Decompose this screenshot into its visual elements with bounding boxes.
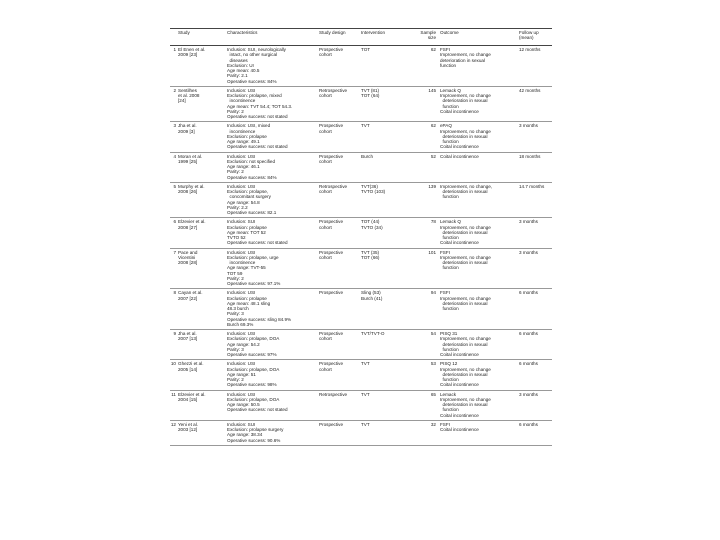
characteristics-cell <box>227 361 319 387</box>
characteristics-cell-line: diseases <box>227 57 248 63</box>
header-outcome: Outcome <box>440 30 459 35</box>
table-body <box>170 46 552 446</box>
intervention-cell <box>361 392 406 397</box>
study-cell-line: Sentilhes <box>178 87 197 93</box>
characteristics-cell <box>227 331 319 357</box>
design-cell-line: Prospective <box>319 153 344 159</box>
characteristics-cell-line: Age mean: TVT 54.4; TOT 54.3. <box>227 103 293 109</box>
outcome-cell-line: Coital incontinence <box>440 382 479 388</box>
intervention-cell-line: TVTO (34) <box>361 224 383 230</box>
study-cell <box>178 219 225 230</box>
design-cell-line: cohort <box>319 254 332 260</box>
intervention-cell <box>361 88 406 99</box>
study-cell-line: Yeni et al. <box>178 421 199 427</box>
outcome-cell-line: PISQ 31 <box>440 331 458 336</box>
characteristics-cell <box>227 422 319 443</box>
characteristics-cell-line: Inclusion: USI <box>227 153 256 159</box>
follow-up-cell: 6 months <box>519 331 538 336</box>
intervention-cell-line: TVTO (103) <box>361 189 386 194</box>
intervention-cell-line: Burch <box>361 153 374 159</box>
row-number: 6 <box>173 219 176 225</box>
outcome-cell-line: deterioration in sexual <box>440 189 488 194</box>
design-cell-line: cohort <box>319 336 332 342</box>
follow-up-cell: 6 months <box>519 361 538 367</box>
outcome-cell-line: function <box>440 235 459 240</box>
characteristics-cell-line: Age range: TVT-55 <box>227 265 266 271</box>
characteristics-cell-line: incontinence <box>227 98 256 104</box>
characteristics-cell-line: Age range: 49.1 <box>227 139 260 144</box>
design-cell <box>319 331 359 342</box>
sample-size-cell: 78 <box>430 219 436 225</box>
outcome-cell <box>440 123 518 149</box>
sample-size-cell: 65 <box>430 391 436 397</box>
outcome-cell-line: Improvement, no change <box>440 254 491 260</box>
study-cell-line: 2008 [28] <box>178 260 198 265</box>
intervention-cell <box>361 123 406 128</box>
study-table <box>170 28 552 446</box>
characteristics-cell-line: Operative success: not stated <box>227 240 288 246</box>
characteristics-cell-line: Age range: 38.34 <box>227 432 263 438</box>
follow-up-cell: 3 months <box>519 249 538 255</box>
outcome-cell <box>440 154 518 159</box>
characteristics-cell-line: Parity: 2 <box>227 377 244 382</box>
table-row <box>170 153 552 183</box>
table-header <box>170 28 552 46</box>
header-study: Study <box>178 30 190 35</box>
intervention-cell <box>361 250 406 261</box>
sample-size-cell: 101 <box>428 249 436 255</box>
design-cell <box>319 88 359 99</box>
follow-up-cell: 6 months <box>519 290 538 296</box>
sample-size-cell: 32 <box>430 421 436 427</box>
outcome-cell-line: Lemack <box>440 391 457 397</box>
outcome-cell-line: Improvement, no change <box>440 396 491 402</box>
study-cell-line: Murphy et al. <box>178 183 205 189</box>
characteristics-cell-line: TOT 59 <box>227 270 243 276</box>
table-row <box>170 218 552 248</box>
characteristics-cell-line: Age mean: TOT 52 <box>227 229 266 235</box>
characteristics-cell-line: Exclusion: prolapse surgery <box>227 427 284 432</box>
outcome-cell-line: Improvement, no change <box>440 295 491 301</box>
design-cell-line: Prospective <box>319 47 344 52</box>
outcome-cell <box>440 88 518 114</box>
intervention-cell <box>361 154 406 159</box>
study-cell <box>178 331 225 342</box>
characteristics-cell-line: 48.3 burch <box>227 306 249 311</box>
outcome-cell-line: FSFI <box>440 290 450 296</box>
study-cell-line: Elzevier et al. <box>178 391 206 397</box>
design-cell-line: Prospective <box>319 219 344 225</box>
sample-size-cell: 52 <box>430 153 436 159</box>
characteristics-cell-line: Inclusion: USI <box>227 249 256 255</box>
follow-up-cell: 14.7 months <box>519 183 545 189</box>
characteristics-cell-line: Exclusion: prolapse, DOA <box>227 396 280 402</box>
intervention-cell-line: TVT <box>361 391 370 397</box>
design-cell-line: cohort <box>319 52 332 58</box>
table-row <box>170 249 552 290</box>
study-cell <box>178 250 225 266</box>
sample-size-cell: 94 <box>430 290 436 296</box>
design-cell <box>319 422 359 427</box>
sample-size-cell: 53 <box>430 361 436 367</box>
study-cell-line: Elzevier et al. <box>178 219 206 225</box>
characteristics-cell-line: Inclusion: SUI <box>227 219 256 225</box>
outcome-cell-line: deterioration in sexual <box>440 98 488 104</box>
header-follow-up: Follow up (mean) <box>519 30 539 41</box>
row-number: 9 <box>173 331 176 336</box>
outcome-cell <box>440 361 518 387</box>
characteristics-cell-line: Exclusion: prolapse, mixed <box>227 93 282 98</box>
outcome-cell-line: function <box>440 139 459 144</box>
follow-up-cell: 42 months <box>519 87 541 93</box>
characteristics-cell-line: Inclusion: USI <box>227 391 256 397</box>
intervention-cell-line: TVT <box>361 123 370 129</box>
row-number: 8 <box>173 290 176 296</box>
header-design: Study design <box>319 30 346 35</box>
intervention-cell-line: TOT (44) <box>361 219 380 225</box>
characteristics-cell <box>227 290 319 327</box>
follow-up-cell: 3 months <box>519 219 538 225</box>
characteristics-cell-line: Parity: 2 <box>227 169 244 175</box>
characteristics-cell-line: Inclusion: USI <box>227 361 256 367</box>
outcome-cell-line: Coital incontinence <box>440 240 479 246</box>
study-cell <box>178 154 225 165</box>
study-cell-line: 2007 [22] <box>178 295 198 301</box>
characteristics-cell-line: Operative success: 97% <box>227 352 277 357</box>
design-cell-line: Prospective <box>319 331 344 336</box>
outcome-cell-line: ePAQ <box>440 123 452 129</box>
design-cell <box>319 154 359 165</box>
characteristics-cell-line: Exclusion: UI <box>227 62 254 68</box>
study-cell-line: Ghezzi et al. <box>178 361 204 367</box>
characteristics-cell-line: Operative success: not stated <box>227 407 288 413</box>
outcome-cell <box>440 422 518 433</box>
outcome-cell-line: Lemack Q <box>440 219 461 225</box>
row-number: 4 <box>173 153 176 159</box>
characteristics-cell-line: incontinence <box>227 128 256 134</box>
intervention-cell-line: TVT (35) <box>361 249 380 255</box>
follow-up-cell: 3 months <box>519 123 538 129</box>
row-number: 5 <box>173 183 176 189</box>
design-cell-line: Retrospective <box>319 87 348 93</box>
characteristics-cell-line: incontinence <box>227 260 256 265</box>
outcome-cell-line: deterioration in sexual <box>440 260 488 265</box>
design-cell <box>319 219 359 230</box>
outcome-cell-line: Coital incontinence <box>440 427 479 432</box>
sample-size-cell: 62 <box>430 123 436 129</box>
study-cell <box>178 422 225 433</box>
outcome-cell-line: deterioration in sexual <box>440 300 488 306</box>
characteristics-cell <box>227 154 319 180</box>
table-row <box>170 330 552 360</box>
design-cell <box>319 123 359 134</box>
table-row <box>170 289 552 330</box>
characteristics-cell-line: concomitant surgery <box>227 194 271 200</box>
outcome-cell-line: deterioration in sexual <box>440 402 488 407</box>
characteristics-cell-line: Operative success: sling 84.9% <box>227 316 292 322</box>
design-cell-line: Prospective <box>319 361 344 367</box>
intervention-cell-line: TOT (64) <box>361 93 380 98</box>
characteristics-cell-line: Parity: 2.2 <box>227 204 248 210</box>
characteristics-cell-line: Inclusion: USI, mixed <box>227 123 271 129</box>
study-cell-line: Cayan et al. <box>178 290 203 296</box>
outcome-cell-line: FSFI <box>440 421 450 427</box>
study-cell <box>178 123 225 134</box>
table-row <box>170 360 552 390</box>
table-row <box>170 421 552 446</box>
sample-size-cell: 54 <box>430 331 436 336</box>
intervention-cell-line: TVT (81) <box>361 87 380 93</box>
header-sample-size: Sample size <box>420 30 436 41</box>
study-cell-line: Vicentini <box>178 254 196 260</box>
characteristics-cell <box>227 184 319 216</box>
outcome-cell-line: Coital incontinence <box>440 108 479 114</box>
study-cell-line: 2009 [3] <box>178 128 195 134</box>
outcome-cell <box>440 392 518 418</box>
outcome-cell-line: Improvement, no change <box>440 224 491 230</box>
design-cell-line: cohort <box>319 128 332 134</box>
intervention-cell <box>361 219 406 230</box>
outcome-cell <box>440 47 518 68</box>
intervention-cell-line: TVT(36) <box>361 183 378 189</box>
outcome-cell-line: Coital incontinence <box>440 352 479 357</box>
design-cell <box>319 392 359 397</box>
design-cell-line: cohort <box>319 158 332 164</box>
row-number: 7 <box>173 249 176 255</box>
outcome-cell-line: Improvement, no change <box>440 336 491 342</box>
design-cell <box>319 47 359 58</box>
characteristics-cell-line: Parity: 2 <box>227 275 244 281</box>
follow-up-cell: 6 months <box>519 421 538 427</box>
study-cell <box>178 184 225 195</box>
outcome-cell <box>440 184 518 200</box>
characteristics-cell-line: Operative success: 98% <box>227 382 277 388</box>
sample-size-cell: 139 <box>428 183 436 189</box>
outcome-cell-line: Improvement, no change <box>440 366 491 372</box>
characteristics-cell-line: Burch 69.3% <box>227 321 254 327</box>
characteristics-cell-line: TVTO 52 <box>227 235 246 240</box>
characteristics-cell-line: Age mean: 48.1 sling <box>227 300 271 306</box>
header-characteristics: Characteristics <box>227 30 258 35</box>
row-number: 11 <box>171 391 176 397</box>
characteristics-cell-line: Parity: 2.1 <box>227 73 248 79</box>
outcome-cell-line: deterioration in sexual <box>440 229 488 235</box>
outcome-cell-line: Improvement, no change <box>440 93 491 98</box>
characteristics-cell-line: Operative success: 84% <box>227 78 277 84</box>
characteristics-cell-line: intact, no other surgical <box>227 52 278 58</box>
characteristics-cell-line: Inclusion: SUI <box>227 421 256 427</box>
characteristics-cell <box>227 250 319 287</box>
characteristics-cell-line: Parity: 3 <box>227 311 244 317</box>
outcome-cell-line: function <box>440 306 459 311</box>
characteristics-cell-line: Operative success: 82.1 <box>227 210 277 215</box>
outcome-cell-line: Improvement, no change, <box>440 183 493 189</box>
intervention-cell-line: Burch (41) <box>361 295 383 301</box>
design-cell-line: Prospective <box>319 123 344 129</box>
design-cell-line: cohort <box>319 224 332 230</box>
table-row <box>170 183 552 219</box>
intervention-cell-line: Sling (53) <box>361 290 381 296</box>
table-row <box>170 46 552 87</box>
intervention-cell <box>361 184 406 195</box>
study-cell-line: 2008 [27] <box>178 224 198 230</box>
sample-size-cell: 62 <box>430 47 436 52</box>
row-number: 10 <box>170 361 176 367</box>
intervention-cell <box>361 361 406 366</box>
outcome-cell-line: function <box>440 103 459 109</box>
outcome-cell-line: function <box>440 265 459 271</box>
design-cell <box>319 290 359 295</box>
intervention-cell <box>361 290 406 301</box>
design-cell-line: Retrospective <box>319 183 348 189</box>
table-row <box>170 391 552 421</box>
table-row <box>170 122 552 152</box>
characteristics-cell-line: Inclusion: USI <box>227 290 256 296</box>
outcome-cell-line: PISQ 12 <box>440 361 458 367</box>
outcome-cell-line: Improvement, no change <box>440 128 491 134</box>
study-cell-line: 2007 [13] <box>178 336 198 342</box>
study-cell-line: 2009 [23] <box>178 52 198 58</box>
characteristics-cell-line: Age mean: 40.5 <box>227 68 260 73</box>
outcome-cell <box>440 290 518 311</box>
outcome-cell-line: Improvement, no change <box>440 52 491 58</box>
design-cell-line: cohort <box>319 366 332 372</box>
outcome-cell <box>440 250 518 271</box>
characteristics-cell-line: Operative success: not stated <box>227 144 288 150</box>
outcome-cell-line: deterioration in sexual <box>440 57 485 63</box>
table-row <box>170 87 552 123</box>
characteristics-cell-line: Age range: 50.5 <box>227 402 260 407</box>
intervention-cell-line: TOT (66) <box>361 254 380 260</box>
characteristics-cell-line: Parity: 3 <box>227 346 244 352</box>
characteristics-cell-line: Inclusion: USI <box>227 331 256 336</box>
outcome-cell <box>440 219 518 245</box>
study-cell-line: 2008 [26] <box>178 189 198 194</box>
outcome-cell-line: deterioration in sexual <box>440 371 488 377</box>
characteristics-cell-line: Age range: 46.1 <box>227 164 260 169</box>
characteristics-cell-line: Age range: 51 <box>227 371 256 377</box>
outcome-cell-line: function <box>440 194 459 200</box>
design-cell-line: cohort <box>319 93 332 98</box>
design-cell-line: Prospective <box>319 249 344 255</box>
characteristics-cell-line: Exclusion: prolapse <box>227 133 267 139</box>
intervention-cell-line: TOT <box>361 47 371 52</box>
characteristics-cell-line: Operative success: 84% <box>227 174 277 180</box>
design-cell-line: cohort <box>319 189 332 194</box>
outcome-cell-line: deterioration in sexual <box>440 133 488 139</box>
design-cell-line: Prospective <box>319 290 344 296</box>
characteristics-cell-line: Exclusion: prolapse, urge <box>227 254 279 260</box>
design-cell-line: Retrospective <box>319 391 348 397</box>
characteristics-cell-line: Exclusion: prolapse, DOA <box>227 336 280 342</box>
design-cell-line: Prospective <box>319 421 344 427</box>
outcome-cell <box>440 331 518 357</box>
intervention-cell-line: TVT <box>361 361 370 367</box>
characteristics-cell-line: Exclusion: prolapse <box>227 224 267 230</box>
intervention-cell <box>361 47 406 52</box>
characteristics-cell <box>227 88 319 120</box>
study-cell-line: Pace and <box>178 249 198 255</box>
study-cell-line: 2004 [15] <box>178 396 198 402</box>
outcome-cell-line: function <box>440 62 457 68</box>
study-cell-line: Jha et al. <box>178 331 197 336</box>
characteristics-cell <box>227 219 319 245</box>
outcome-cell-line: Coital incontinence <box>440 412 479 418</box>
sample-size-cell: 145 <box>428 87 436 93</box>
outcome-cell-line: function <box>440 346 459 352</box>
characteristics-cell <box>227 392 319 413</box>
characteristics-cell <box>227 47 319 84</box>
characteristics-cell-line: Inclusion: SUI, neurologically <box>227 47 286 52</box>
row-number: 2 <box>173 87 176 93</box>
header-intervention: Intervention <box>361 30 386 35</box>
outcome-cell-line: Lemack Q <box>440 87 461 93</box>
characteristics-cell <box>227 123 319 149</box>
study-cell-line: 2003 [12] <box>178 427 198 432</box>
characteristics-cell-line: Exclusion: not specified <box>227 158 276 164</box>
row-number: 3 <box>173 123 176 129</box>
design-cell <box>319 184 359 195</box>
outcome-cell-line: FSFI <box>440 249 450 255</box>
study-cell-line: et al. 2008 <box>178 93 200 98</box>
study-cell <box>178 290 225 301</box>
characteristics-cell-line: Age range: 54.8 <box>227 199 260 205</box>
study-cell <box>178 88 225 104</box>
outcome-cell-line: Coital incontinence <box>440 144 479 150</box>
study-cell-line: El Enen et al. <box>178 47 206 52</box>
characteristics-cell-line: Operative success: 90.6% <box>227 437 281 443</box>
study-cell <box>178 361 225 372</box>
intervention-cell-line: TVT/TVT-O <box>361 331 385 336</box>
characteristics-cell-line: Inclusion: USI <box>227 87 256 93</box>
characteristics-cell-line: Exclusion: prolapse, <box>227 189 269 194</box>
study-cell <box>178 47 225 58</box>
outcome-cell-line: function <box>440 407 459 413</box>
intervention-cell-line: TVT <box>361 421 370 427</box>
characteristics-cell-line: Parity: 2 <box>227 108 244 114</box>
follow-up-cell: 3 months <box>519 391 538 397</box>
outcome-cell-line: deterioration in sexual <box>440 341 488 347</box>
row-number: 12 <box>170 421 176 427</box>
characteristics-cell-line: Inclusion: USI <box>227 183 256 189</box>
design-cell <box>319 361 359 372</box>
study-cell-line: Jha et al. <box>178 123 197 129</box>
study-cell-line: 2005 [14] <box>178 366 198 372</box>
follow-up-cell: 12 months <box>519 47 541 52</box>
study-cell <box>178 392 225 403</box>
characteristics-cell-line: Operative success: not stated <box>227 114 288 119</box>
outcome-cell-line: FSFI <box>440 47 450 52</box>
outcome-cell-line: function <box>440 377 459 382</box>
characteristics-cell-line: Exclusion: prolapse, DOA <box>227 366 280 372</box>
intervention-cell <box>361 422 406 427</box>
study-cell-line: [24] <box>178 98 186 104</box>
characteristics-cell-line: Operative success: 97.1% <box>227 281 281 286</box>
follow-up-cell: 18 months <box>519 153 541 159</box>
study-cell-line: Moran et al. <box>178 153 203 159</box>
characteristics-cell-line: Age range: 54.2 <box>227 341 260 347</box>
intervention-cell <box>361 331 406 336</box>
row-number: 1 <box>173 47 176 52</box>
design-cell <box>319 250 359 261</box>
outcome-cell-line: Coital incontinence <box>440 153 479 159</box>
study-cell-line: 1999 [25] <box>178 158 198 164</box>
characteristics-cell-line: Exclusion: prolapse <box>227 295 267 301</box>
